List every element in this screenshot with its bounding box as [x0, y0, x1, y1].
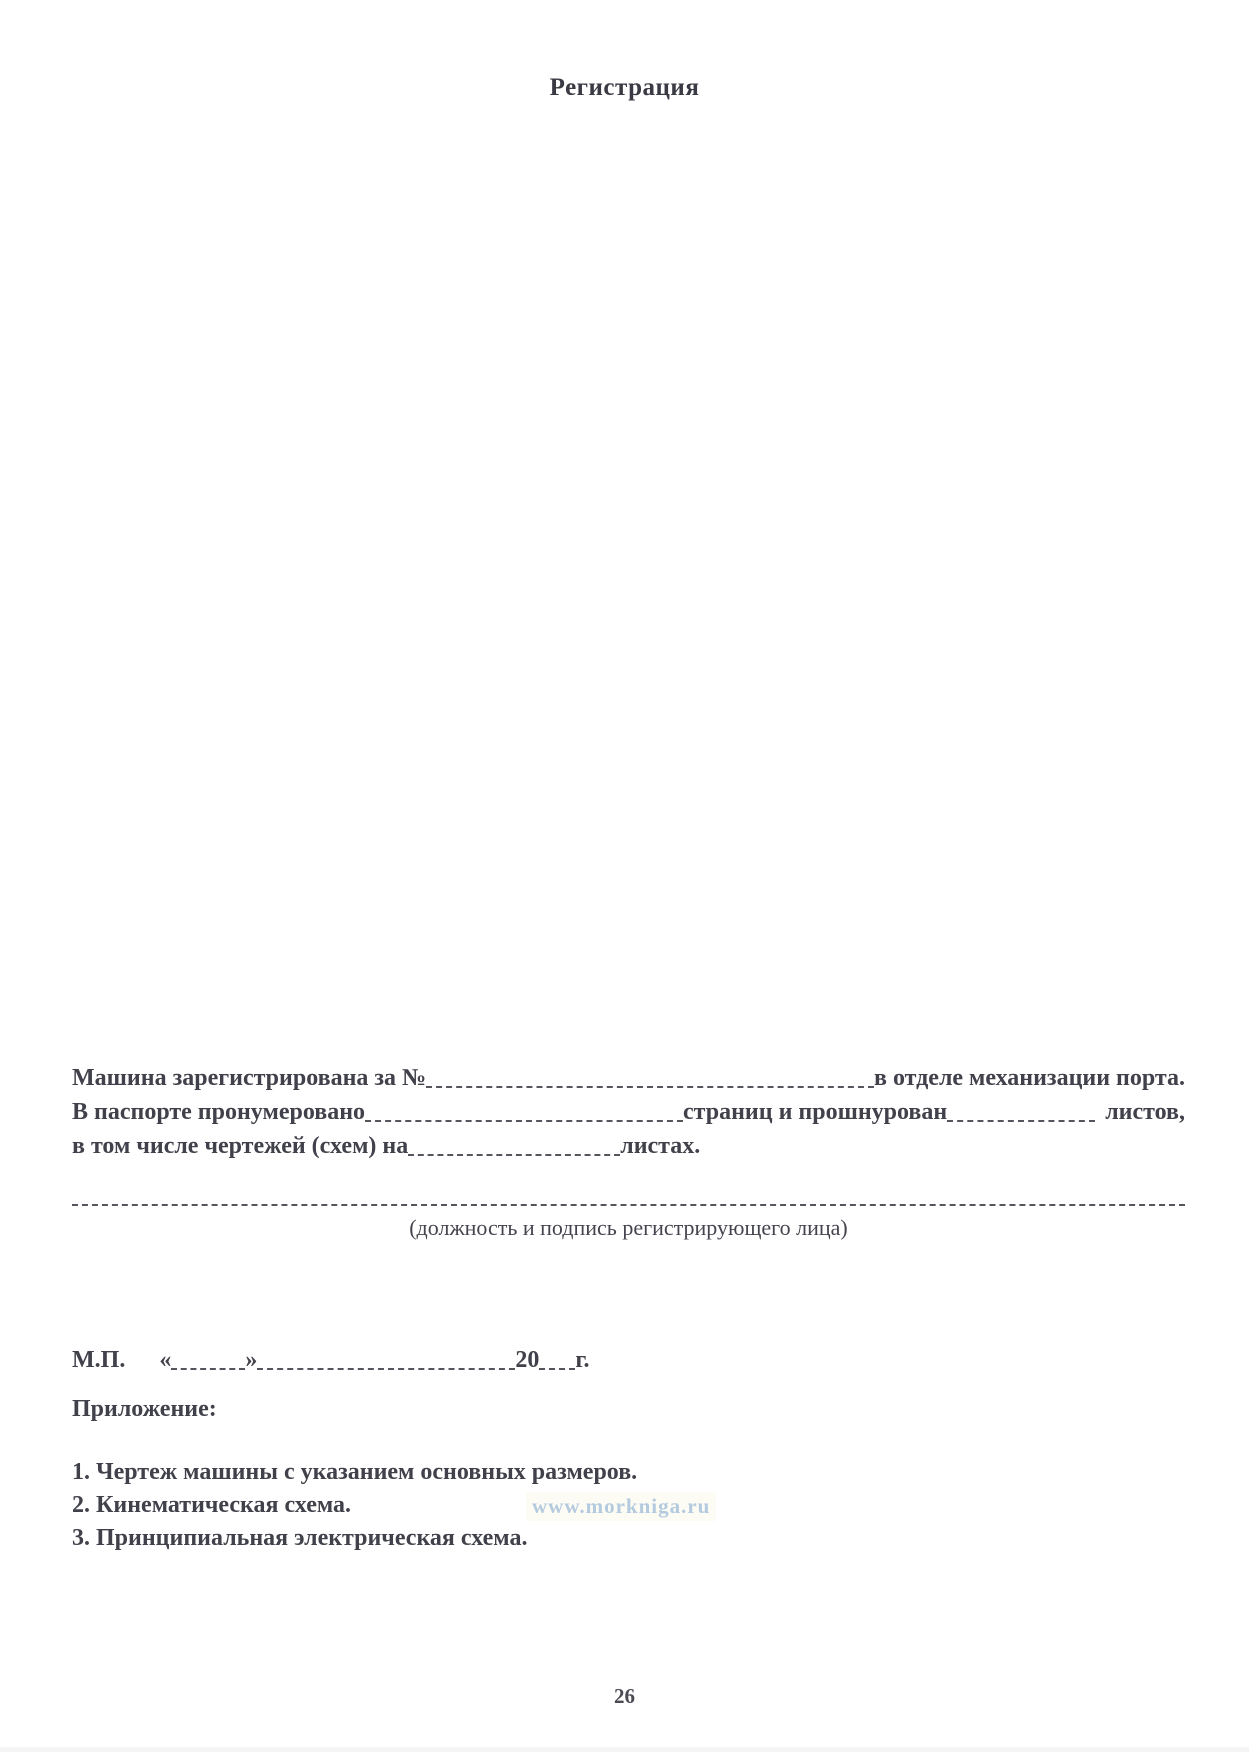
list-item: 3. Принципиальная электрическая схема.	[72, 1525, 528, 1551]
registration-line-2-suffix: листов,	[1105, 1099, 1185, 1125]
registration-line-1-prefix: Машина зарегистрирована за №	[72, 1065, 427, 1091]
signature-blank-line	[72, 1204, 1185, 1206]
stamp-label: М.П.	[72, 1347, 126, 1373]
fill-in-blank-pages	[365, 1110, 683, 1122]
close-quote: »	[245, 1347, 258, 1373]
signature-section	[72, 1190, 1185, 1241]
year-suffix: г.	[575, 1347, 590, 1373]
page-title: Регистрация	[549, 74, 700, 101]
registration-line-2-prefix: В паспорте пронумеровано	[72, 1099, 366, 1125]
signature-caption: (должность и подпись регистрирующего лица)	[409, 1215, 848, 1240]
scan-bottom-edge	[0, 1747, 1249, 1752]
registration-line-2-middle: страниц и прошнурован	[683, 1099, 948, 1125]
year-prefix: 20	[515, 1347, 540, 1373]
registration-line-3	[72, 1126, 1185, 1160]
registration-line-2	[72, 1092, 1185, 1126]
site-watermark: www.morkniga.ru	[526, 1492, 716, 1521]
stamp-date-line	[72, 1340, 672, 1374]
fill-in-blank-drawings	[408, 1144, 620, 1156]
attachments-heading: Приложение:	[72, 1396, 217, 1422]
open-quote: «	[159, 1347, 172, 1373]
registration-line-1-suffix: в отделе механизации порта.	[874, 1065, 1185, 1091]
registration-line-1	[72, 1058, 1185, 1092]
list-item: 2. Кинематическая схема.	[72, 1492, 352, 1518]
fill-in-blank-sheets	[947, 1110, 1095, 1122]
registration-line-3-suffix: листах.	[620, 1133, 701, 1159]
fill-in-blank-day	[171, 1358, 245, 1370]
registration-line-3-prefix: в том числе чертежей (схем) на	[72, 1133, 409, 1159]
list-item: 1. Чертеж машины с указанием основных размеров.	[72, 1459, 638, 1485]
fill-in-blank-year	[539, 1358, 575, 1370]
registration-paragraph	[72, 1058, 1185, 1160]
page-number: 26	[614, 1684, 635, 1708]
fill-in-blank-number	[426, 1076, 874, 1088]
fill-in-blank-month	[257, 1358, 515, 1370]
